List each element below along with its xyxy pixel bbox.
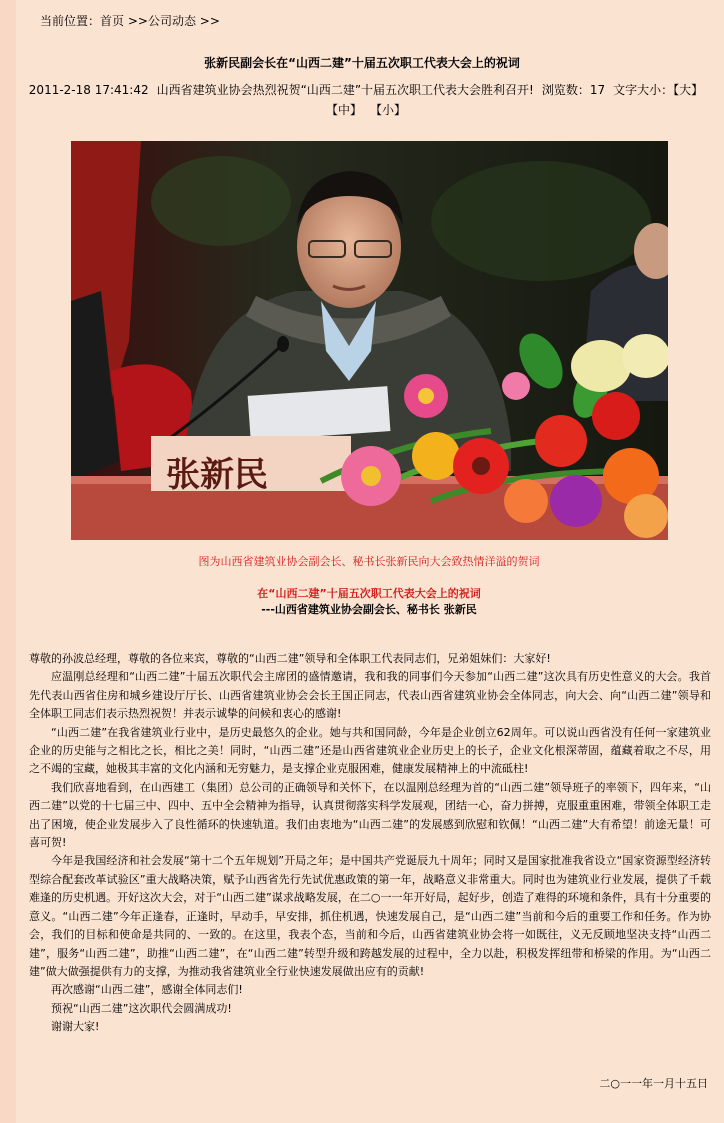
font-size-medium-link[interactable]: 【中】 <box>325 103 362 117</box>
article-meta <box>14 80 718 120</box>
speech-body <box>29 650 711 1037</box>
speech-author: ---山西省建筑业协会副会长、秘书长 张新民 <box>261 603 477 616</box>
font-size-small-link[interactable]: 【小】 <box>370 103 407 117</box>
speech-paragraph: 谢谢大家! <box>51 1020 100 1034</box>
font-size-large-link[interactable]: 【大】 <box>673 83 704 97</box>
speech-paragraph: 应温刚总经理和“山西二建”十届五次职代会主席团的盛情邀请，我和我的同事们今天参加“山西二建”这次具有历史性意义的大会。我首先代表山西省住房和城乡建设厅厅长、山西省建筑业协会会长王国正同志，代表山西省建筑业协会全体同志，向大会、向“山西二建”领导和全体职工同志们表示热烈祝贺！并表示诚挚的问候和衷心的感谢! <box>29 670 711 721</box>
speech-paragraph: “山西二建”在我省建筑业行业中，是历史最悠久的企业。她与共和国同龄，今年是企业创立62周年。可以说山西省没有任何一家建筑业企业的历史能与之相比之长，相比之美！同时，“山西二建”还是山西省建筑业企业历史上的长子，企业文化根深蒂固，蕴藏着取之不尽，用之不竭的宝藏，她极其丰富的文化内涵和无穷魅力，是支撑企业克服困难，健康发展精神上的中流砥柱! <box>29 725 711 776</box>
speech-paragraph: 我们欣喜地看到，在山西建工（集团）总公司的正确领导和关怀下，在以温刚总经理为首的“山西二建”领导班子的率领下，四年来，“山西二建”以党的十七届三中、四中、五中全会精神为指导，认真贯彻落实科学发展观，团结一心，奋力拼搏，克服重重困难，带领全体职工走出了困境，使企业发展步入了良性循环的快速轨道。我们由衷地为“山西二建”的发展感到欣慰和钦佩！“山西二建”大有希望！前途无量！可喜可贺! <box>29 780 711 850</box>
nameplate-text: 张新民 <box>166 455 268 495</box>
speech-paragraph: 尊敬的孙波总经理，尊敬的各位来宾，尊敬的“山西二建”领导和全体职工代表同志们，兄弟姐妹们：大家好! <box>29 652 551 665</box>
views-label: 浏览数： <box>541 83 590 97</box>
breadcrumb-separator: >> <box>124 14 148 28</box>
article-title: 张新民副会长在“山西二建”十届五次职工代表大会上的祝词 <box>204 56 520 70</box>
breadcrumb-tail: >> <box>195 14 220 28</box>
article-datetime: 2011-2-18 17:41:42 <box>28 83 149 97</box>
photo-caption: 图为山西省建筑业协会副会长、秘书长张新民向大会致热情洋溢的贺词 <box>198 555 540 568</box>
views-count: 17 <box>589 83 606 97</box>
article-photo <box>71 141 668 540</box>
breadcrumb-prefix: 当前位置： <box>40 14 101 28</box>
font-size-label: 文字大小： <box>613 83 674 97</box>
speech-paragraph: 预祝“山西二建”这次职代会圆满成功! <box>51 1001 232 1015</box>
breadcrumb-section-link[interactable]: 公司动态 <box>147 14 196 28</box>
breadcrumb <box>40 12 220 30</box>
speech-paragraph: 再次感谢“山西二建”，感谢全体同志们! <box>51 983 243 997</box>
speech-paragraph: 今年是我国经济和社会发展“第十二个五年规划”开局之年；是中国共产党诞辰九十周年；同时又是国家批准我省设立“国家资源型经济转型综合配套改革试验区”重大战略决策，赋予山西省先行先试优惠政策的第一年，战略意义非常重大。同时也为建筑业行业发展，提供了千载难逢的历史机遇。开好这次大会，对于“山西二建”谋求战略发展，在二○一一年开好局，起好步，创造了难得的环境和条件，具有十分重要的意义。“山西二建”今年正逢春，正逢时，早动手，早安排，抓住机遇，快速发展自己，是“山西二建”当前和今后的重要工作和任务。作为协会，我们的目标和使命是共同的、一致的。在这里，我表个态，当前和今后，山西省建筑业协会将一如既往，义无反顾地坚决支持“山西二建”，服务“山西二建”，助推“山西二建”，在“山西二建”转型升级和跨越发展的过程中，全力以赴，积极发挥纽带和桥梁的作用。为“山西二建”做大做强提供有力的支撑，为推动我省建筑业全行业快速发展做出应有的贡献! <box>29 854 711 978</box>
breadcrumb-home-link[interactable]: 首页 <box>100 14 125 28</box>
speech-title: 在“山西二建”十届五次职工代表大会上的祝词 <box>257 587 481 600</box>
speech-date: 二○一一年一月十五日 <box>599 1077 708 1090</box>
article-headline: 山西省建筑业协会热烈祝贺“山西二建”十届五次职工代表大会胜利召开! <box>156 83 534 97</box>
